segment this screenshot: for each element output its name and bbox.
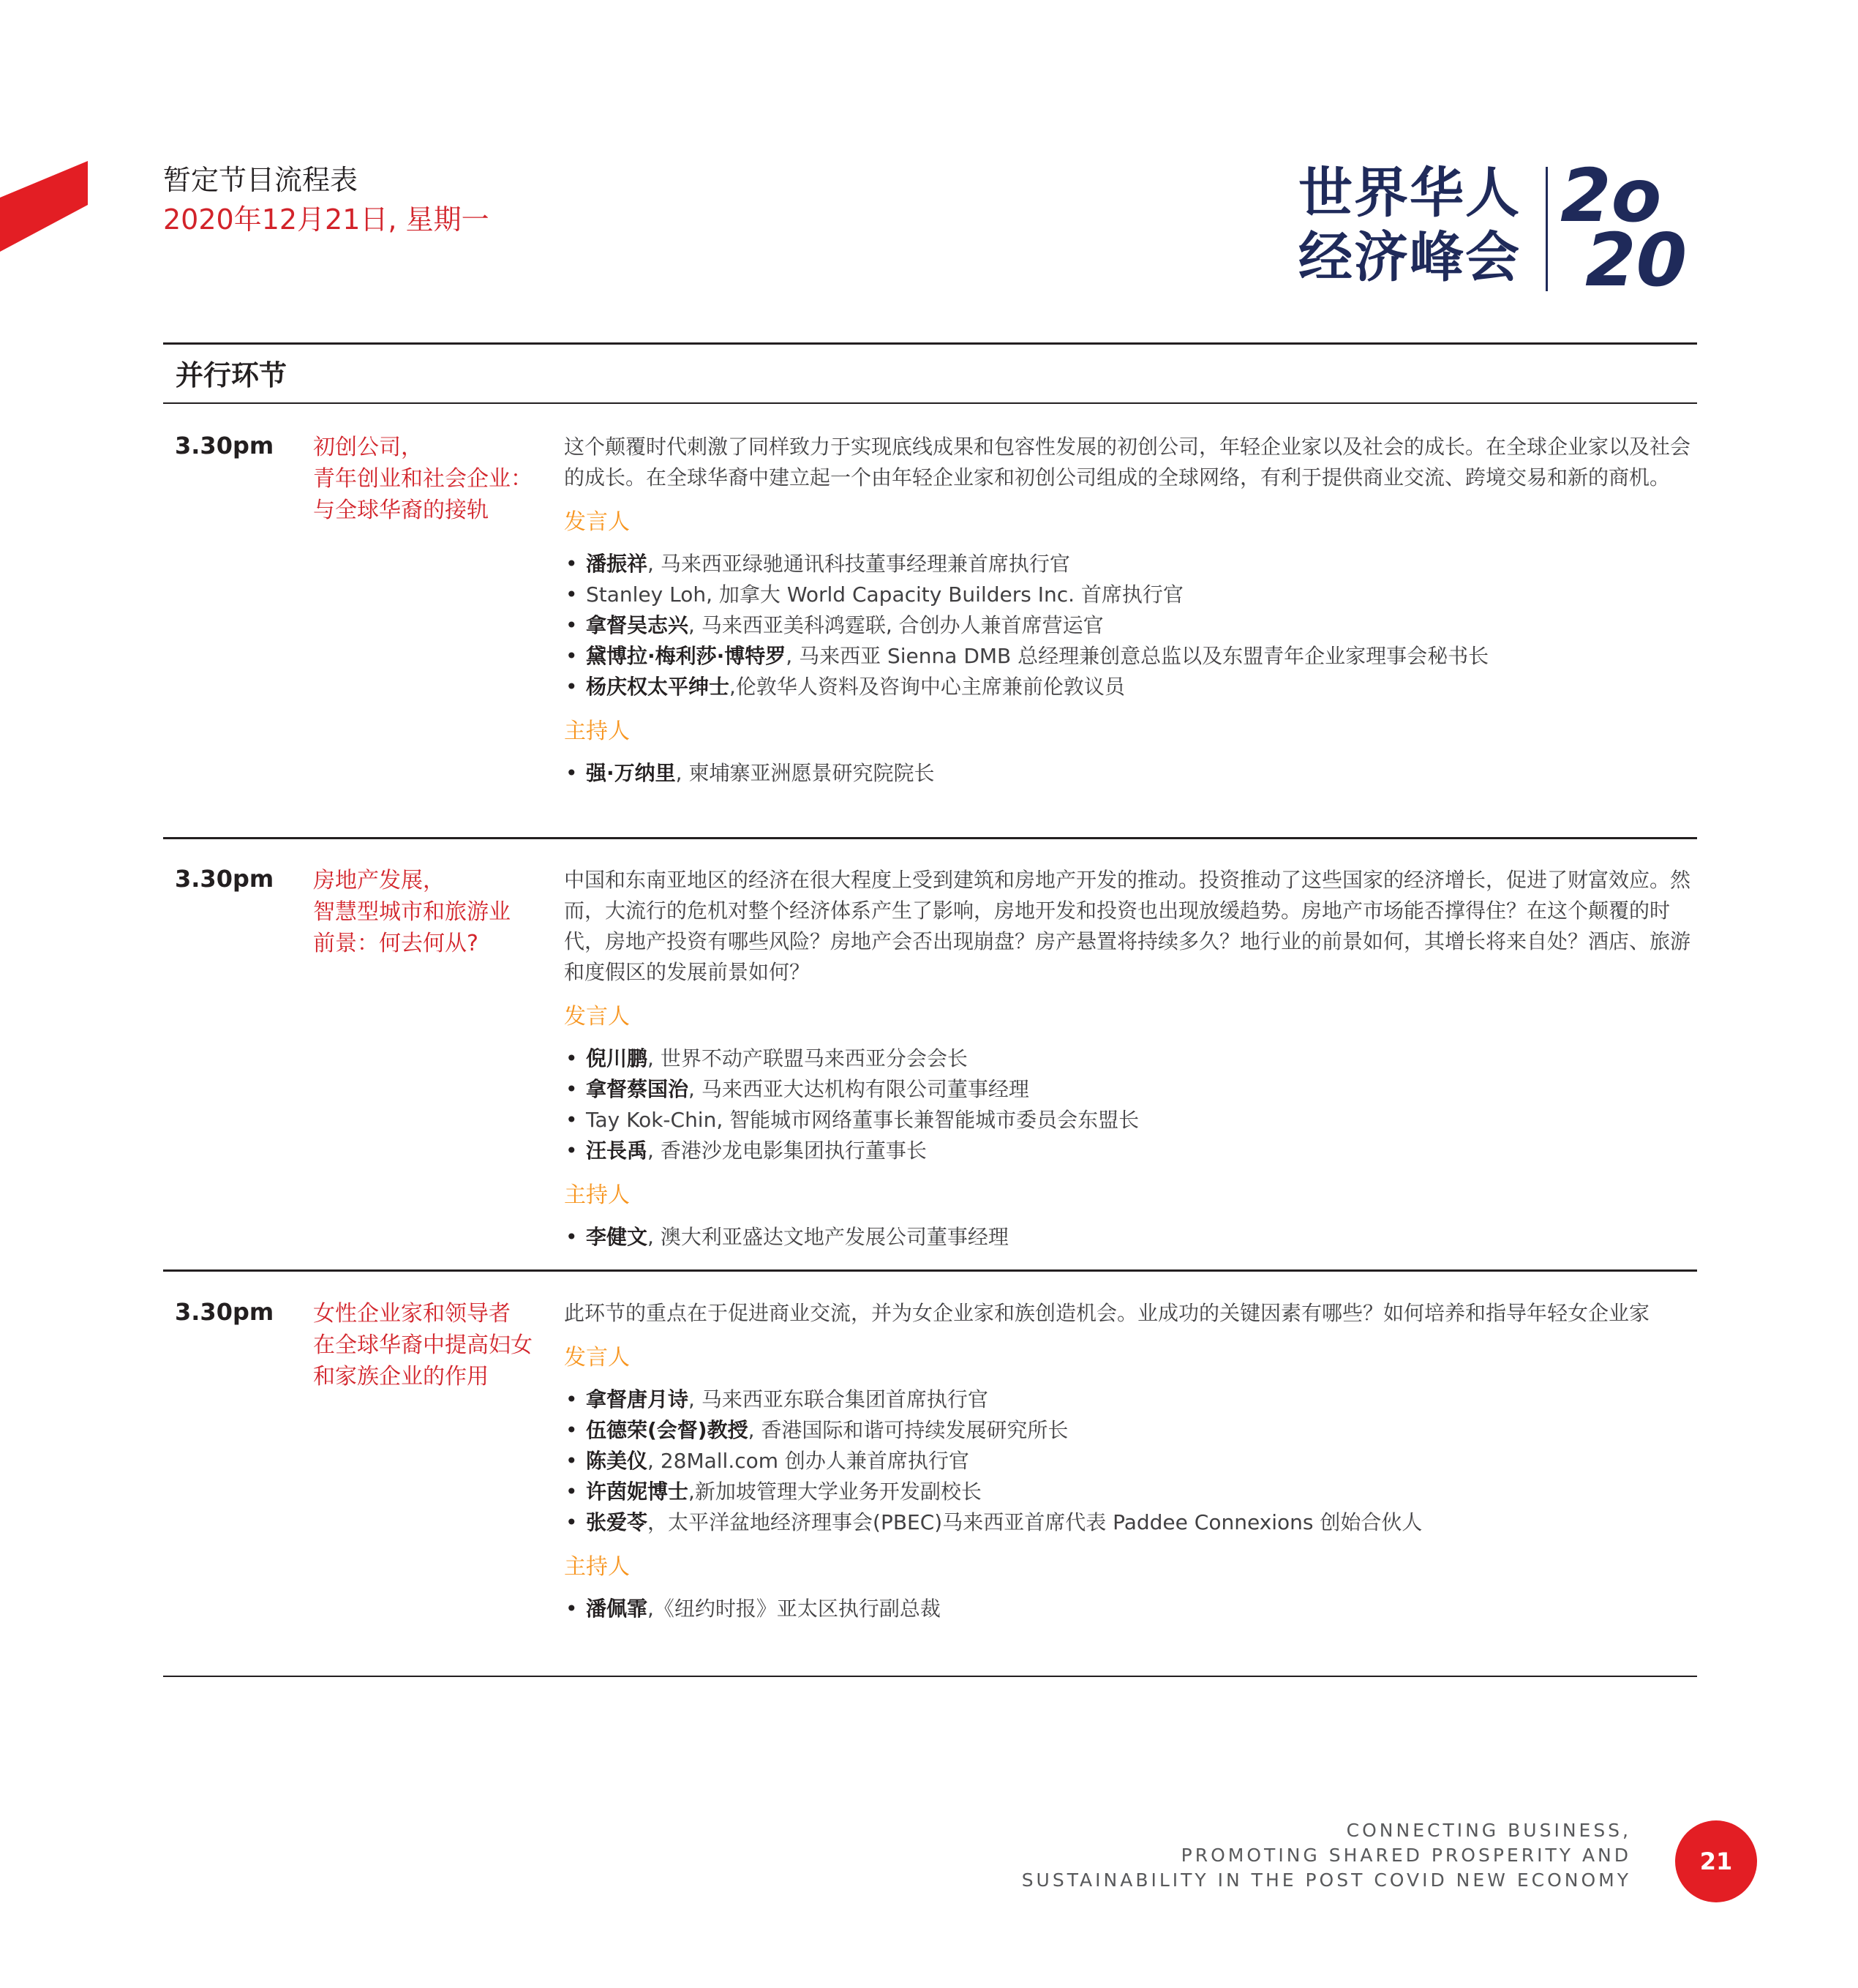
- session-title-line: 房地产发展，: [313, 868, 445, 893]
- speaker-detail: ,新加坡管理大学业务开发副校长: [688, 1479, 982, 1504]
- moderator-list: [564, 1594, 1690, 1624]
- speaker-name: 汪長禹: [586, 1139, 648, 1163]
- session-time: 3.30pm: [175, 865, 274, 893]
- speaker-item: [564, 1105, 1690, 1136]
- red-accent-shape: [0, 161, 91, 256]
- speaker-item: [564, 641, 1690, 672]
- session-title-line: 与全球华裔的接轨: [313, 498, 489, 523]
- speaker-name: 许茵妮博士: [586, 1479, 689, 1504]
- speaker-name: 伍德荣(会督)教授: [586, 1418, 748, 1442]
- moderator-detail: , 柬埔寨亚洲愿景研究院院长: [675, 761, 935, 785]
- speaker-item: [564, 1507, 1690, 1538]
- footer-tagline-line: SUSTAINABILITY IN THE POST COVID NEW ECONOMY: [1021, 1869, 1631, 1891]
- speaker-detail: , 香港沙龙电影集团执行董事长: [647, 1139, 927, 1163]
- session-content: [564, 865, 1690, 1253]
- speaker-detail: , 马来西亚大达机构有限公司董事经理: [688, 1077, 1029, 1101]
- speaker-detail: , 28Mall.com 创办人兼首席执行官: [647, 1449, 969, 1473]
- speakers-label: 发言人: [564, 1004, 630, 1029]
- section-top-rule: [163, 342, 1697, 345]
- footer-tagline-line: PROMOTING SHARED PROSPERITY AND: [1181, 1845, 1631, 1866]
- speaker-detail: Stanley Loh, 加拿大 World Capacity Builders Inc. 首席执行官: [586, 582, 1184, 607]
- moderator-label: 主持人: [564, 719, 630, 744]
- logo-divider: [1546, 167, 1548, 291]
- section-heading: 并行环节: [176, 359, 287, 391]
- moderator-detail: ,《纽约时报》亚太区执行副总裁: [647, 1597, 941, 1621]
- speaker-item: [564, 549, 1690, 579]
- moderator-list: [564, 1222, 1690, 1253]
- speaker-item: [564, 1043, 1690, 1074]
- session-title-line: 前景：何去何从?: [313, 931, 478, 956]
- speaker-name: 陈美仪: [586, 1449, 648, 1473]
- moderator-item: [564, 1594, 1690, 1624]
- footer-tagline-line: CONNECTING BUSINESS,: [1346, 1820, 1631, 1841]
- speaker-list: [564, 1043, 1690, 1166]
- speaker-detail: , 世界不动产联盟马来西亚分会会长: [647, 1046, 968, 1070]
- speaker-item: [564, 1136, 1690, 1166]
- moderator-list: [564, 758, 1690, 789]
- speaker-item: [564, 579, 1690, 610]
- speakers-label: 发言人: [564, 509, 630, 535]
- speaker-detail: , 香港国际和谐可持续发展研究所长: [748, 1418, 1069, 1442]
- session-title: [313, 1298, 554, 1392]
- logo-year-mark: [1556, 161, 1710, 293]
- section-bottom-rule: [163, 1676, 1697, 1677]
- speaker-name: 拿督蔡国治: [586, 1077, 689, 1101]
- moderator-item: [564, 1222, 1690, 1253]
- session-description: 此环节的重点在于促进商业交流，并为女企业家和族创造机会。业成功的关键因素有哪些？如何培养和指导年轻女企业家: [564, 1301, 1650, 1325]
- speaker-detail: , 马来西亚绿驰通讯科技董事经理兼首席执行官: [647, 552, 1070, 576]
- page-title: 暂定节目流程表: [163, 164, 358, 196]
- session-description: 中国和东南亚地区的经济在很大程度上受到建筑和房地产开发的推动。投资推动了这些国家的经济增长，促进了财富效应。然而，大流行的危机对整个经济体系产生了影响，房地开发和投资也出现放缓趋势。房地产市场能否撑得住？在这个颠覆的时代，房地产投资有哪些风险？房地产会否出现崩盘？房产悬置将持续多久？地行业的前景如何，其增长将来自处？酒店、旅游和度假区的发展前景如何？: [564, 868, 1691, 984]
- speaker-detail: Tay Kok-Chin, 智能城市网络董事长兼智能城市委员会东盟长: [586, 1108, 1140, 1132]
- speaker-item: [564, 1446, 1690, 1477]
- session-description: 这个颠覆时代刺激了同样致力于实现底线成果和包容性发展的初创公司，年轻企业家以及社会的成长。在全球企业家以及社会的成长。在全球华裔中建立起一个由年轻企业家和初创公司组成的全球网络，有利于提供商业交流、跨境交易和新的商机。: [564, 435, 1691, 490]
- speaker-item: [564, 1477, 1690, 1507]
- session-title-line: 女性企业家和领导者: [313, 1301, 511, 1327]
- moderator-label: 主持人: [564, 1554, 630, 1580]
- speaker-name: 黛博拉·梅利莎·博特罗: [586, 644, 786, 668]
- session-time: 3.30pm: [175, 432, 274, 460]
- speaker-item: [564, 1384, 1690, 1415]
- logo-line-2: 经济峰会: [1298, 226, 1521, 289]
- session-title-line: 和家族企业的作用: [313, 1364, 489, 1389]
- moderator-label: 主持人: [564, 1182, 630, 1208]
- session-title-line: 青年创业和社会企业：: [313, 466, 533, 492]
- speaker-item: [564, 1415, 1690, 1446]
- session-title: [313, 865, 554, 959]
- speaker-detail: ,伦敦华人资料及咨询中心主席兼前伦敦议员: [729, 675, 1125, 699]
- moderator-item: [564, 758, 1690, 789]
- footer-tagline: [1022, 1818, 1631, 1893]
- page-number: 21: [1675, 1820, 1757, 1902]
- session-title: [313, 432, 554, 526]
- speaker-detail: ，太平洋盆地经济理事会(PBEC)马来西亚首席代表 Paddee Connexions 创始合伙人: [647, 1510, 1423, 1534]
- speaker-item: [564, 610, 1690, 641]
- speaker-detail: , 马来西亚 Sienna DMB 总经理兼创意总监以及东盟青年企业家理事会秘书长: [786, 644, 1489, 668]
- speakers-label: 发言人: [564, 1345, 630, 1370]
- speaker-list: [564, 1384, 1690, 1538]
- moderator-name: 潘佩霏: [586, 1597, 648, 1621]
- speaker-name: 拿督唐月诗: [586, 1387, 689, 1411]
- speaker-name: 杨庆权太平绅士: [586, 675, 730, 699]
- section-heading-rule: [163, 402, 1697, 404]
- session-time: 3.30pm: [175, 1298, 274, 1326]
- speaker-list: [564, 549, 1690, 702]
- session-content: [564, 432, 1690, 789]
- speaker-item: [564, 672, 1690, 702]
- session-title-line: 在全球华裔中提高妇女: [313, 1332, 533, 1358]
- logo-year-top: 2o: [1560, 161, 1662, 239]
- speaker-detail: , 马来西亚美科鸿霆联, 合创办人兼首席营运官: [688, 613, 1104, 637]
- speaker-detail: , 马来西亚东联合集团首席执行官: [688, 1387, 988, 1411]
- session-title-line: 智慧型城市和旅游业: [313, 899, 511, 925]
- session-title-line: 初创公司，: [313, 435, 423, 460]
- session-content: [564, 1298, 1690, 1624]
- page-date: 2020年12月21日, 星期一: [163, 203, 489, 236]
- summit-logo: [1298, 161, 1708, 293]
- moderator-name: 强·万纳里: [586, 761, 676, 785]
- moderator-detail: , 澳大利亚盛达文地产发展公司董事经理: [647, 1225, 1009, 1249]
- speaker-name: 张爱苓: [586, 1510, 648, 1534]
- logo-line-1: 世界华人: [1298, 162, 1521, 225]
- speaker-name: 拿督吴志兴: [586, 613, 689, 637]
- logo-text: [1298, 161, 1521, 290]
- speaker-item: [564, 1074, 1690, 1105]
- speaker-name: 潘振祥: [586, 552, 648, 576]
- speaker-name: 倪川鹏: [586, 1046, 648, 1070]
- logo-year-bottom: 20: [1585, 217, 1688, 293]
- session-divider: [163, 1269, 1697, 1272]
- session-divider: [163, 837, 1697, 839]
- moderator-name: 李健文: [586, 1225, 648, 1249]
